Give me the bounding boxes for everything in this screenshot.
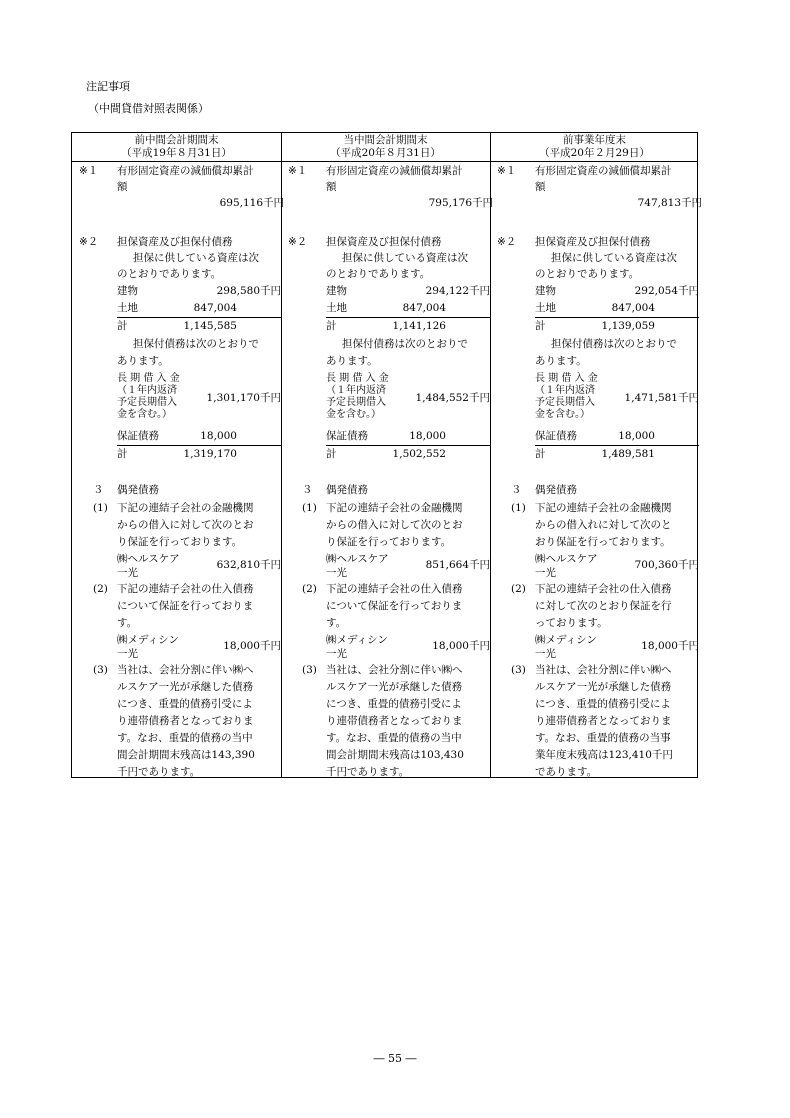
item1-text-line: からの借入に対して次のとお bbox=[117, 519, 254, 531]
guaranteed-company-name: 一光 bbox=[326, 648, 347, 660]
long-term-loan-label: 予定長期借入 bbox=[117, 397, 177, 408]
column-current-interim bbox=[288, 162, 493, 778]
item3-text-line: につき、重畳的債務引受によ bbox=[117, 698, 253, 710]
guaranteed-company-name: 一光 bbox=[535, 648, 556, 660]
guaranteed-company-name: ㈱メディシン bbox=[535, 634, 597, 646]
depreciation-amount: 695,116千円 bbox=[219, 197, 284, 209]
note1-text-line: 額 bbox=[326, 181, 337, 193]
guarantee-label: 保証債務 bbox=[117, 430, 159, 442]
depreciation-amount: 747,813千円 bbox=[637, 197, 702, 209]
pledged-assets-total: 1,139,059 bbox=[601, 320, 655, 332]
item2-amount: 18,000千円 bbox=[223, 640, 281, 652]
note1-mark: ※１ bbox=[79, 165, 99, 177]
note2-text-line: 担保付債務は次のとおりで bbox=[551, 338, 677, 350]
item2-amount: 18,000千円 bbox=[432, 640, 490, 652]
note2-mark: ※２ bbox=[288, 236, 308, 248]
notes-table bbox=[71, 132, 702, 778]
item1-amount: 632,810千円 bbox=[216, 559, 281, 571]
long-term-loan-label: 長 期 借 入 金 bbox=[117, 373, 180, 384]
note2-text-line: あります。 bbox=[535, 355, 587, 367]
note1-text-line: 額 bbox=[117, 181, 128, 193]
guaranteed-company-name: ㈱メディシン bbox=[326, 634, 388, 646]
note2-mark: ※２ bbox=[497, 236, 517, 248]
item2-text-line: す。 bbox=[117, 617, 138, 629]
building-label: 建物 bbox=[326, 285, 347, 297]
item3-text-line: 業年度末残高は123,410千円 bbox=[535, 749, 673, 761]
land-label: 土地 bbox=[117, 302, 138, 314]
item2-mark: (2) bbox=[302, 583, 317, 595]
long-term-loan-label: 長 期 借 入 金 bbox=[535, 373, 598, 384]
subtotal-rule bbox=[326, 445, 490, 446]
item1-text-line: からの借入れに対して次のと bbox=[535, 519, 672, 531]
item2-text-line: っております。 bbox=[535, 617, 608, 629]
depreciation-amount: 795,176千円 bbox=[428, 197, 493, 209]
secured-debt-total: 1,319,170 bbox=[183, 448, 237, 460]
item2-text-line: す。 bbox=[326, 617, 347, 629]
item1-text-line: からの借入に対して次のとお bbox=[326, 519, 463, 531]
item2-mark: (2) bbox=[511, 583, 526, 595]
item3-text-line: 当社は、会社分割に伴い㈱へ bbox=[117, 664, 254, 676]
item2-text-line: について保証を行っておりま bbox=[117, 600, 254, 612]
long-term-loan-amount: 1,471,581千円 bbox=[624, 392, 699, 404]
item3-mark: (3) bbox=[511, 664, 526, 676]
item3-text-line: ルスケア一光が承継した債務 bbox=[117, 681, 254, 693]
note2-text-line: のとおりであります。 bbox=[535, 268, 640, 280]
building-label: 建物 bbox=[535, 285, 556, 297]
subtotal-rule bbox=[117, 445, 281, 446]
note3-mark: ３ bbox=[302, 484, 313, 496]
secured-debt-total: 1,489,581 bbox=[601, 448, 655, 460]
note2-text-line: 担保付債務は次のとおりで bbox=[342, 338, 468, 350]
item1-text-line: 下記の連結子会社の金融機関 bbox=[535, 502, 672, 514]
long-term-loan-label: （１年内返済 bbox=[326, 385, 386, 396]
guaranteed-company-name: ㈱メディシン bbox=[117, 634, 179, 646]
note3-title: 偶発債務 bbox=[117, 484, 159, 496]
note2-text-line: 担保に供している資産は次 bbox=[551, 252, 677, 264]
guarantee-amount: 18,000 bbox=[200, 430, 237, 442]
item2-text-line: 下記の連結子会社の仕入債務 bbox=[535, 583, 672, 595]
guaranteed-company-name: 一光 bbox=[117, 648, 138, 660]
note1-text-line: 有形固定資産の減価償却累計 bbox=[117, 165, 254, 177]
land-amount: 847,004 bbox=[193, 302, 237, 314]
column-header-prior-year: 前事業年度末 （平成20年２月29日） bbox=[539, 134, 650, 159]
note1-mark: ※１ bbox=[497, 165, 517, 177]
long-term-loan-amount: 1,484,552千円 bbox=[415, 392, 490, 404]
long-term-loan-label: 予定長期借入 bbox=[326, 397, 386, 408]
building-amount: 298,580千円 bbox=[216, 285, 281, 297]
long-term-loan-label: 金を含む。） bbox=[535, 409, 590, 420]
item3-text-line: り連帯債務者となっておりま bbox=[117, 715, 254, 727]
item1-text-line: 下記の連結子会社の金融機関 bbox=[326, 502, 463, 514]
note2-text-line: のとおりであります。 bbox=[117, 268, 222, 280]
land-amount: 847,004 bbox=[611, 302, 655, 314]
note3-mark: ３ bbox=[93, 484, 104, 496]
pledged-assets-total-label: 計 bbox=[326, 320, 337, 332]
guarantee-amount: 18,000 bbox=[409, 430, 446, 442]
pledged-assets-total: 1,145,585 bbox=[183, 320, 237, 332]
pledged-assets-total: 1,141,126 bbox=[392, 320, 446, 332]
item3-text-line: り連帯債務者となっておりま bbox=[326, 715, 463, 727]
guarantee-label: 保証債務 bbox=[326, 430, 368, 442]
item1-mark: (1) bbox=[511, 502, 526, 514]
guarantee-label: 保証債務 bbox=[535, 430, 577, 442]
item3-text-line: 当社は、会社分割に伴い㈱へ bbox=[535, 664, 672, 676]
long-term-loan-label: （１年内返済 bbox=[535, 385, 595, 396]
subtotal-rule bbox=[117, 317, 281, 318]
page-heading: 注記事項 bbox=[86, 80, 130, 93]
item1-text-line: り保証を行っております。 bbox=[117, 536, 243, 548]
land-label: 土地 bbox=[535, 302, 556, 314]
item2-mark: (2) bbox=[93, 583, 108, 595]
item2-text-line: 下記の連結子会社の仕入債務 bbox=[117, 583, 254, 595]
long-term-loan-label: （１年内返済 bbox=[117, 385, 177, 396]
note3-title: 偶発債務 bbox=[326, 484, 368, 496]
note2-title: 担保資産及び担保付債務 bbox=[326, 236, 442, 248]
item1-text-line: 下記の連結子会社の金融機関 bbox=[117, 502, 254, 514]
item2-text-line: について保証を行っておりま bbox=[326, 600, 463, 612]
column-prior-year bbox=[497, 162, 702, 778]
item3-text-line: であります。 bbox=[535, 766, 598, 778]
long-term-loan-label: 金を含む。） bbox=[117, 409, 172, 420]
note1-mark: ※１ bbox=[288, 165, 308, 177]
item3-text-line: 間会計期間末残高は143,390 bbox=[117, 749, 255, 761]
subtotal-rule bbox=[535, 317, 699, 318]
note1-text-line: 有形固定資産の減価償却累計 bbox=[535, 165, 672, 177]
guaranteed-company-name: 一光 bbox=[326, 567, 347, 579]
land-amount: 847,004 bbox=[402, 302, 446, 314]
column-header-prior-interim: 前中間会計期間末 （平成19年８月31日） bbox=[121, 134, 232, 159]
pledged-assets-total-label: 計 bbox=[117, 320, 128, 332]
secured-debt-total-label: 計 bbox=[117, 448, 128, 460]
item3-text-line: す。なお、重畳的債務の当中 bbox=[117, 732, 253, 744]
guarantee-amount: 18,000 bbox=[618, 430, 655, 442]
note2-title: 担保資産及び担保付債務 bbox=[535, 236, 651, 248]
item3-text-line: す。なお、重畳的債務の当事 bbox=[535, 732, 671, 744]
land-label: 土地 bbox=[326, 302, 347, 314]
item3-mark: (3) bbox=[302, 664, 317, 676]
building-label: 建物 bbox=[117, 285, 138, 297]
item1-text-line: り保証を行っております。 bbox=[326, 536, 452, 548]
item3-text-line: 間会計期間末残高は103,430 bbox=[326, 749, 464, 761]
note2-text-line: のとおりであります。 bbox=[326, 268, 431, 280]
guaranteed-company-name: ㈱ヘルスケア bbox=[117, 553, 180, 565]
long-term-loan-label: 金を含む。） bbox=[326, 409, 381, 420]
item1-mark: (1) bbox=[93, 502, 108, 514]
note2-title: 担保資産及び担保付債務 bbox=[117, 236, 233, 248]
secured-debt-total-label: 計 bbox=[535, 448, 546, 460]
item3-text-line: 千円であります。 bbox=[326, 766, 410, 778]
column-prior-interim bbox=[79, 162, 284, 778]
item2-text-line: 下記の連結子会社の仕入債務 bbox=[326, 583, 463, 595]
item1-amount: 700,360千円 bbox=[634, 559, 699, 571]
section-title: （中間貸借対照表関係） bbox=[88, 102, 209, 115]
column-header-current-interim: 当中間会計期間末 （平成20年８月31日） bbox=[330, 134, 441, 159]
guaranteed-company-name: ㈱ヘルスケア bbox=[535, 553, 598, 565]
building-amount: 292,054千円 bbox=[634, 285, 699, 297]
note3-mark: ３ bbox=[511, 484, 522, 496]
note2-text-line: あります。 bbox=[326, 355, 378, 367]
guaranteed-company-name: 一光 bbox=[117, 567, 138, 579]
note1-text-line: 有形固定資産の減価償却累計 bbox=[326, 165, 463, 177]
item3-text-line: り連帯債務者となっておりま bbox=[535, 715, 672, 727]
guaranteed-company-name: ㈱ヘルスケア bbox=[326, 553, 389, 565]
item3-text-line: につき、重畳的債務引受によ bbox=[326, 698, 462, 710]
note2-mark: ※２ bbox=[79, 236, 99, 248]
pledged-assets-total-label: 計 bbox=[535, 320, 546, 332]
item3-text-line: ルスケア一光が承継した債務 bbox=[535, 681, 672, 693]
note2-text-line: 担保に供している資産は次 bbox=[342, 252, 468, 264]
item3-text-line: 当社は、会社分割に伴い㈱へ bbox=[326, 664, 463, 676]
subtotal-rule bbox=[326, 317, 490, 318]
item1-amount: 851,664千円 bbox=[425, 559, 490, 571]
item3-text-line: す。なお、重畳的債務の当中 bbox=[326, 732, 462, 744]
note2-text-line: 担保に供している資産は次 bbox=[133, 252, 259, 264]
item2-amount: 18,000千円 bbox=[641, 640, 699, 652]
long-term-loan-label: 長 期 借 入 金 bbox=[326, 373, 389, 384]
subtotal-rule bbox=[535, 445, 699, 446]
guaranteed-company-name: 一光 bbox=[535, 567, 556, 579]
item1-mark: (1) bbox=[302, 502, 317, 514]
item3-text-line: ルスケア一光が承継した債務 bbox=[326, 681, 463, 693]
item1-text-line: おり保証を行っております。 bbox=[535, 536, 671, 548]
long-term-loan-label: 予定長期借入 bbox=[535, 397, 595, 408]
item3-text-line: につき、重畳的債務引受によ bbox=[535, 698, 671, 710]
item3-text-line: 千円であります。 bbox=[117, 766, 201, 778]
item3-mark: (3) bbox=[93, 664, 108, 676]
note3-title: 偶発債務 bbox=[535, 484, 577, 496]
note2-text-line: 担保付債務は次のとおりで bbox=[133, 338, 259, 350]
secured-debt-total: 1,502,552 bbox=[392, 448, 446, 460]
building-amount: 294,122千円 bbox=[425, 285, 490, 297]
long-term-loan-amount: 1,301,170千円 bbox=[206, 392, 281, 404]
item2-text-line: に対して次のとおり保証を行 bbox=[535, 600, 672, 612]
page-number: ― 55 ― bbox=[373, 1052, 417, 1065]
secured-debt-total-label: 計 bbox=[326, 448, 337, 460]
note1-text-line: 額 bbox=[535, 181, 546, 193]
note2-text-line: あります。 bbox=[117, 355, 169, 367]
